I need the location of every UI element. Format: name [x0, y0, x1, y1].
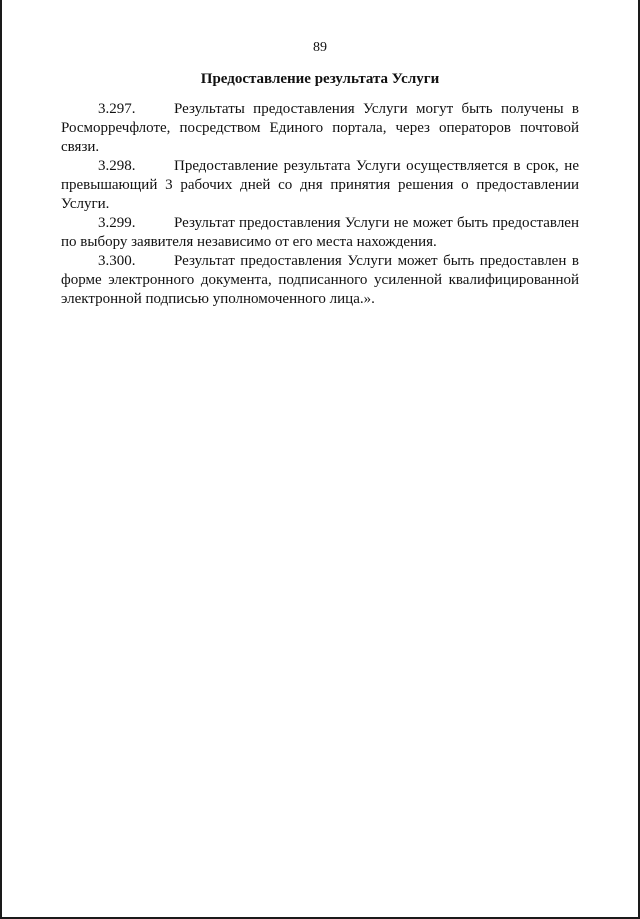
paragraph-number: 3.297.: [98, 101, 136, 117]
paragraph-3-299: [61, 214, 579, 252]
paragraph-text: Результат предоставления Услуги может быть предоставлен в форме электронного документа, подписанного усиленной квалифицированной электронной подписью уполномоченного лица.».: [61, 253, 579, 307]
paragraph-number: 3.300.: [98, 253, 136, 269]
paragraph-text: Предоставление результата Услуги осуществляется в срок, не превышающий 3 рабочих дней со дня принятия решения о предоставлении Услуги.: [61, 158, 579, 212]
section-heading: Предоставление результата Услуги: [200, 71, 440, 87]
paragraph-3-300: [61, 252, 579, 309]
paragraph-number: 3.298.: [98, 158, 136, 174]
paragraph-number: 3.299.: [98, 215, 136, 231]
paragraph-text: Результат предоставления Услуги не может быть предоставлен по выбору заявителя независимо от его места нахождения.: [61, 215, 579, 250]
page-number: 89: [313, 40, 327, 55]
scan-border-left: [0, 0, 2, 919]
document-body: [61, 100, 579, 309]
paragraph-text: Результаты предоставления Услуги могут быть получены в Росморречфлоте, посредством Единого портала, через операторов почтовой связи.: [61, 101, 579, 155]
paragraph-3-298: [61, 157, 579, 214]
paragraph-3-297: [61, 100, 579, 157]
